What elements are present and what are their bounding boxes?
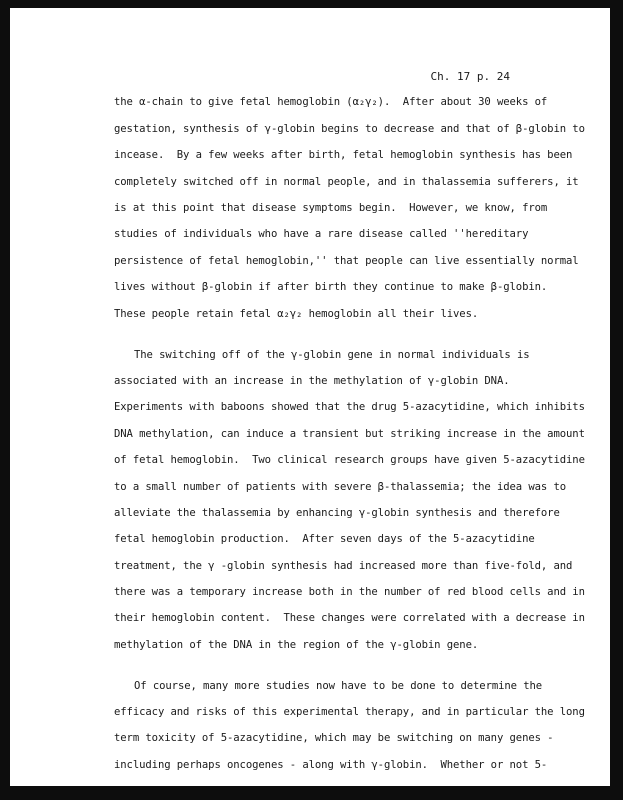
text-line: Experiments with baboons showed that the drug 5-azacytidine, which inhibits xyxy=(114,401,585,413)
text-line: lives without β-globin if after birth they continue to make β-globin. xyxy=(114,281,548,293)
text-line: persistence of fetal hemoglobin,'' that people can live essentially normal xyxy=(114,255,579,267)
document-page xyxy=(10,8,610,786)
text-line: associated with an increase in the methylation of γ-globin DNA. xyxy=(114,375,510,387)
text-line: of fetal hemoglobin. Two clinical research groups have given 5-azacytidine xyxy=(114,454,585,466)
text-line: studies of individuals who have a rare disease called ''hereditary xyxy=(114,228,529,240)
text-line: their hemoglobin content. These changes were correlated with a decrease in xyxy=(114,612,585,624)
text-line: to a small number of patients with severe β-thalassemia; the idea was to xyxy=(114,481,567,493)
text-line: there was a temporary increase both in the number of red blood cells and in xyxy=(114,586,585,598)
text-line: efficacy and risks of this experimental therapy, and in particular the long xyxy=(114,706,585,718)
text-line: alleviate the thalassemia by enhancing γ-globin synthesis and therefore xyxy=(114,507,560,519)
text-line: incease. By a few weeks after birth, fetal hemoglobin synthesis has been xyxy=(114,149,573,161)
text-line: treatment, the γ -globin synthesis had increased more than five-fold, and xyxy=(114,560,573,572)
text-line: Of course, many more studies now have to be done to determine the xyxy=(134,680,543,692)
text-line: is at this point that disease symptoms begin. However, we know, from xyxy=(114,202,548,214)
text-line: the α-chain to give fetal hemoglobin (α₂γ₂). After about 30 weeks of xyxy=(114,96,548,108)
text-line: DNA methylation, can induce a transient but striking increase in the amount xyxy=(114,428,585,440)
text-line: term toxicity of 5-azacytidine, which may be switching on many genes - xyxy=(114,732,554,744)
text-line: gestation, synthesis of γ-globin begins to decrease and that of β-globin to xyxy=(114,123,585,135)
text-line: The switching off of the γ-globin gene in normal individuals is xyxy=(134,349,530,361)
text-line: completely switched off in normal people, and in thalassemia sufferers, it xyxy=(114,176,579,188)
text-line: fetal hemoglobin production. After seven days of the 5-azacytidine xyxy=(114,533,535,545)
text-line: methylation of the DNA in the region of the γ-globin gene. xyxy=(114,639,479,651)
text-line: including perhaps oncogenes - along with γ-globin. Whether or not 5- xyxy=(114,759,548,771)
text-line: These people retain fetal α₂γ₂ hemoglobin all their lives. xyxy=(114,308,479,320)
page-reference: Ch. 17 p. 24 xyxy=(430,70,510,83)
